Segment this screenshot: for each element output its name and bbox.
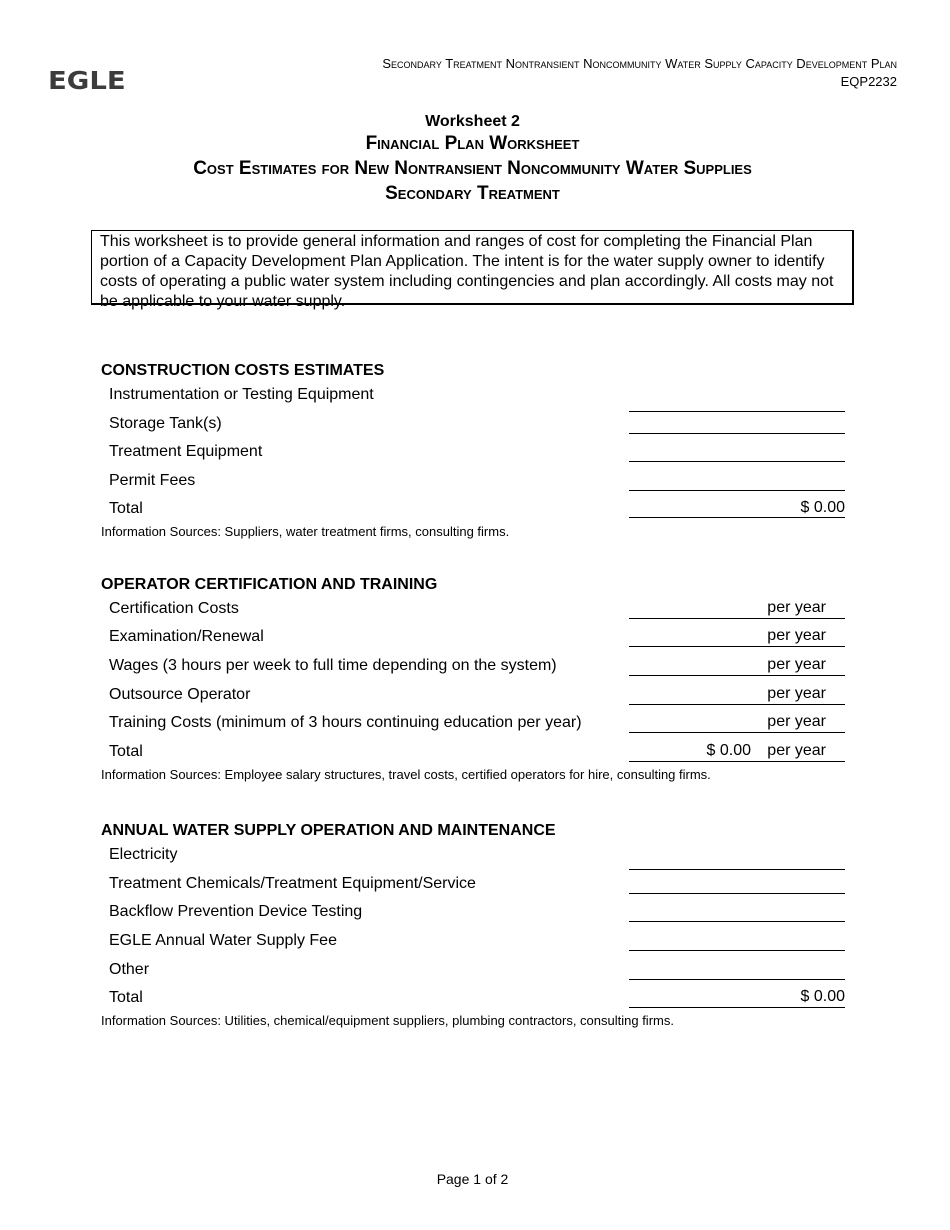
total-value: $ 0.00 xyxy=(706,742,751,759)
page-number: Page 1 of 2 xyxy=(436,1171,509,1187)
row-label: Treatment Chemicals/Treatment Equipment/Service xyxy=(109,875,476,892)
information-sources: Information Sources: Suppliers, water treatment firms, consulting firms. xyxy=(101,524,510,539)
amount-field[interactable] xyxy=(629,845,845,870)
amount-field[interactable] xyxy=(629,595,845,619)
row-label: Outsource Operator xyxy=(109,686,251,703)
plan-title: Secondary Treatment Nontransient Noncommunity Water Supply Capacity Development Plan xyxy=(382,56,897,71)
form-number: EQP2232 xyxy=(840,74,897,89)
unit-label: per year xyxy=(767,599,826,616)
cost-row xyxy=(0,713,950,741)
unit-label: per year xyxy=(767,742,826,759)
total-row xyxy=(0,988,950,1016)
egle-logo: EGLE xyxy=(48,66,126,95)
total-field[interactable] xyxy=(629,495,845,518)
unit-label: per year xyxy=(767,685,826,702)
row-label: Examination/Renewal xyxy=(109,628,264,645)
title-line-3: Secondary Treatment xyxy=(385,183,560,204)
row-label: Instrumentation or Testing Equipment xyxy=(109,386,374,403)
row-label: Certification Costs xyxy=(109,600,239,617)
unit-label: per year xyxy=(767,713,826,730)
row-label: Total xyxy=(109,989,143,1006)
row-label: Treatment Equipment xyxy=(109,443,263,460)
information-sources: Information Sources: Employee salary structures, travel costs, certified operators for hire, consulting firms. xyxy=(101,767,711,782)
amount-field[interactable] xyxy=(629,869,845,894)
section-title: CONSTRUCTION COSTS ESTIMATES xyxy=(101,362,385,379)
total-field[interactable] xyxy=(629,984,845,1008)
amount-field[interactable] xyxy=(629,409,845,434)
row-label: Other xyxy=(109,961,150,978)
cost-row xyxy=(0,656,950,684)
amount-field[interactable] xyxy=(629,681,845,705)
row-label: Wages (3 hours per week to full time depending on the system) xyxy=(109,657,557,674)
intro-box: This worksheet is to provide general information and ranges of cost for completing the Financial Plan portion of a Capacity Development Plan Application. The intent is for the water supply owner to identify costs of operating a public water system including contingencies and plan accordingly. All costs may not be applicable to your water supply. xyxy=(91,230,854,305)
amount-field[interactable] xyxy=(629,466,845,491)
amount-field[interactable] xyxy=(629,955,845,980)
worksheet-titles xyxy=(0,113,945,206)
section-title: OPERATOR CERTIFICATION AND TRAINING xyxy=(101,576,438,593)
row-label: Electricity xyxy=(109,846,178,863)
row-label: Storage Tank(s) xyxy=(109,415,222,432)
total-row xyxy=(0,742,950,770)
cost-row xyxy=(0,627,950,655)
total-field[interactable] xyxy=(629,738,845,762)
amount-field[interactable] xyxy=(629,926,845,951)
unit-label: per year xyxy=(767,656,826,673)
amount-field[interactable] xyxy=(629,623,845,647)
amount-field[interactable] xyxy=(629,709,845,733)
row-label: Backflow Prevention Device Testing xyxy=(109,903,363,920)
title-line-2: Cost Estimates for New Nontransient Noncommunity Water Supplies xyxy=(193,158,752,179)
total-value: $ 0.00 xyxy=(800,988,845,1005)
row-label: Permit Fees xyxy=(109,472,196,489)
row-label: EGLE Annual Water Supply Fee xyxy=(109,932,337,949)
information-sources: Information Sources: Utilities, chemical/equipment suppliers, plumbing contractors, consulting firms. xyxy=(101,1013,674,1028)
unit-label: per year xyxy=(767,627,826,644)
amount-field[interactable] xyxy=(629,437,845,462)
amount-field[interactable] xyxy=(629,652,845,676)
row-label: Total xyxy=(109,500,143,517)
amount-field[interactable] xyxy=(629,897,845,922)
title-line-1: Financial Plan Worksheet xyxy=(365,133,580,154)
worksheet-number: Worksheet 2 xyxy=(425,113,520,130)
row-label: Training Costs (minimum of 3 hours continuing education per year) xyxy=(109,714,582,731)
document-header xyxy=(382,55,897,91)
row-label: Total xyxy=(109,743,143,760)
section-title: ANNUAL WATER SUPPLY OPERATION AND MAINTENANCE xyxy=(101,822,556,839)
total-row xyxy=(0,499,950,527)
total-value: $ 0.00 xyxy=(800,499,845,516)
